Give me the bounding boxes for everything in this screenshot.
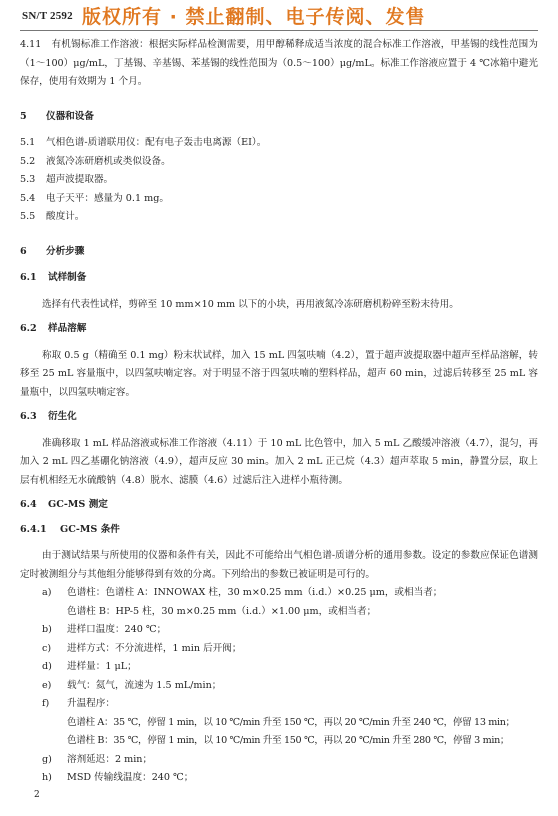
equipment-list	[20, 134, 538, 227]
item-text: 进样方式：不分流进样，1 min 后开阀；	[67, 642, 242, 654]
item-label: g)	[42, 753, 52, 765]
item-text: 色谱柱：色谱柱 A：INNOWAX 柱，30 m×0.25 mm（i.d.）×0.25 μm，或相当者；	[67, 587, 443, 598]
item-label: e)	[42, 679, 52, 691]
section-title: 仪器和设备	[46, 110, 94, 122]
list-item-continuation: 色谱柱 A：35 ℃，停留 1 min，以 10 ℃/min 升至 150 ℃，再以 20 ℃/min 升至 240 ℃，停留 13 min；	[67, 716, 515, 728]
section-number: 5	[20, 110, 27, 122]
list-item-continuation: 色谱柱 B：35 ℃，停留 1 min，以 10 ℃/min 升至 150 ℃，再以 20 ℃/min 升至 280 ℃，停留 3 min；	[67, 735, 510, 746]
copyright-watermark: 版权所有 · 禁止翻制、电子传阅、发售	[82, 6, 426, 28]
gcms-conditions-list	[20, 584, 538, 788]
section-number: 6.2	[20, 323, 37, 334]
item-label: c)	[42, 642, 52, 654]
list-item	[20, 658, 538, 677]
item-number: 5.2	[20, 155, 36, 167]
item-number: 5.3	[20, 174, 36, 185]
list-item	[20, 584, 538, 603]
list-item	[20, 208, 538, 227]
section-number: 6.4.1	[20, 523, 47, 535]
document-body	[20, 36, 538, 788]
section-6-2-heading	[20, 320, 538, 339]
item-text: 进样量：1 μL；	[67, 661, 137, 672]
list-item	[20, 751, 538, 770]
section-6-3-heading	[20, 408, 538, 427]
item-label: h)	[42, 772, 52, 783]
list-item	[20, 677, 538, 696]
section-title: 衍生化	[48, 411, 77, 422]
section-6-4-1-text: 由于测试结果与所使用的仪器和条件有关，因此不可能给出气相色谱-质谱分析的通用参数。设定的参数应保证色谱测定时被测组分与其他组分能够得到有效的分离。下列给出的参数已被证明是可行的。	[20, 550, 538, 580]
section-number: 6.3	[20, 411, 37, 422]
item-label: d)	[42, 661, 52, 672]
list-item	[20, 190, 538, 209]
section-number: 6	[20, 245, 27, 257]
section-title: 试样制备	[48, 272, 87, 283]
item-text: 酸度计。	[46, 211, 85, 222]
section-6-heading	[20, 243, 538, 262]
list-item	[20, 621, 538, 640]
item-text: 升温程序：	[67, 698, 115, 709]
list-item	[20, 153, 538, 172]
item-text: 液氮冷冻研磨机或类似设备。	[46, 155, 171, 167]
section-number: 6.4	[20, 499, 37, 510]
section-6-3-text: 准确移取 1 mL 样品溶液或标准工作溶液（4.11）于 10 mL 比色管中，加入 5 mL 乙酸缓冲溶液（4.7），混匀，再加入 2 mL 四乙基硼化钠溶液（4.9），超声反应 30 min。加入 2 mL 正己烷（4.3）超声萃取 5 min，静置分层，取上层有机相经无水硫酸钠（4.8）脱水、滤膜（4.6）过滤后注入进样小瓶待测。	[20, 437, 538, 486]
clause-text: 有机锡标准工作溶液：根据实际样品检测需要，用甲醇稀释成适当浓度的混合标准工作溶液，甲基锡的线性范围为（1～100）μg/mL，丁基锡、辛基锡、苯基锡的线性范围为（0.5～100）μg/mL。标准工作溶液应置于 4 ℃冰箱中避光保存，使用有效期为 1 个月。	[20, 39, 538, 87]
item-text: 溶剂延迟：2 min；	[67, 753, 153, 765]
section-5-heading	[20, 108, 538, 127]
section-6-1-text: 选择有代表性试样，剪碎至 10 mm×10 mm 以下的小块，再用液氮冷冻研磨机粉碎至粉末待用。	[42, 298, 459, 310]
list-item	[20, 171, 538, 190]
list-item	[20, 769, 538, 788]
item-text: 超声波提取器。	[46, 174, 114, 185]
section-6-1-heading	[20, 269, 538, 288]
page-number: 2	[34, 790, 40, 800]
list-item	[20, 640, 538, 659]
section-title: GC-MS 条件	[60, 523, 120, 535]
clause-4-11	[20, 36, 538, 92]
item-text: 气相色谱-质谱联用仪：配有电子轰击电离源（EI）。	[46, 137, 267, 148]
list-item	[20, 695, 538, 714]
section-number: 6.1	[20, 272, 37, 283]
item-text: 电子天平：感量为 0.1 mg。	[46, 192, 169, 204]
item-label: a)	[42, 587, 52, 598]
list-item-continuation: 色谱柱 B：HP-5 柱，30 m×0.25 mm（i.d.）×1.00 μm，或相当者；	[67, 605, 377, 617]
section-6-2-text: 称取 0.5 g（精确至 0.1 mg）粉末状试样，加入 15 mL 四氢呋喃（4.2），置于超声波提取器中超声至样品溶解，转移至 25 mL 容量瓶中，以四氢呋喃定容。对于明显不溶于四氢呋喃的塑料样品，超声 60 min，过滤后转移至 25 mL 容量瓶中，以四氢呋喃定容。	[20, 349, 538, 398]
clause-number: 4.11	[20, 39, 42, 50]
standard-number: SN/T 2592	[22, 10, 73, 22]
item-text: 载气：氦气，流速为 1.5 mL/min；	[67, 679, 222, 691]
section-6-4-heading	[20, 496, 538, 515]
header-rule	[20, 30, 538, 31]
item-text: 进样口温度：240 ℃；	[67, 624, 167, 635]
item-label: b)	[42, 624, 52, 635]
item-label: f)	[42, 698, 50, 709]
item-number: 5.5	[20, 211, 36, 222]
section-title: 样品溶解	[48, 323, 87, 334]
section-title: GC-MS 测定	[48, 499, 108, 510]
item-text: MSD 传输线温度：240 ℃；	[67, 772, 194, 783]
item-number: 5.4	[20, 192, 36, 204]
list-item	[20, 134, 538, 153]
item-number: 5.1	[20, 137, 36, 148]
section-title: 分析步骤	[46, 245, 85, 257]
section-6-4-1-heading	[20, 521, 538, 540]
